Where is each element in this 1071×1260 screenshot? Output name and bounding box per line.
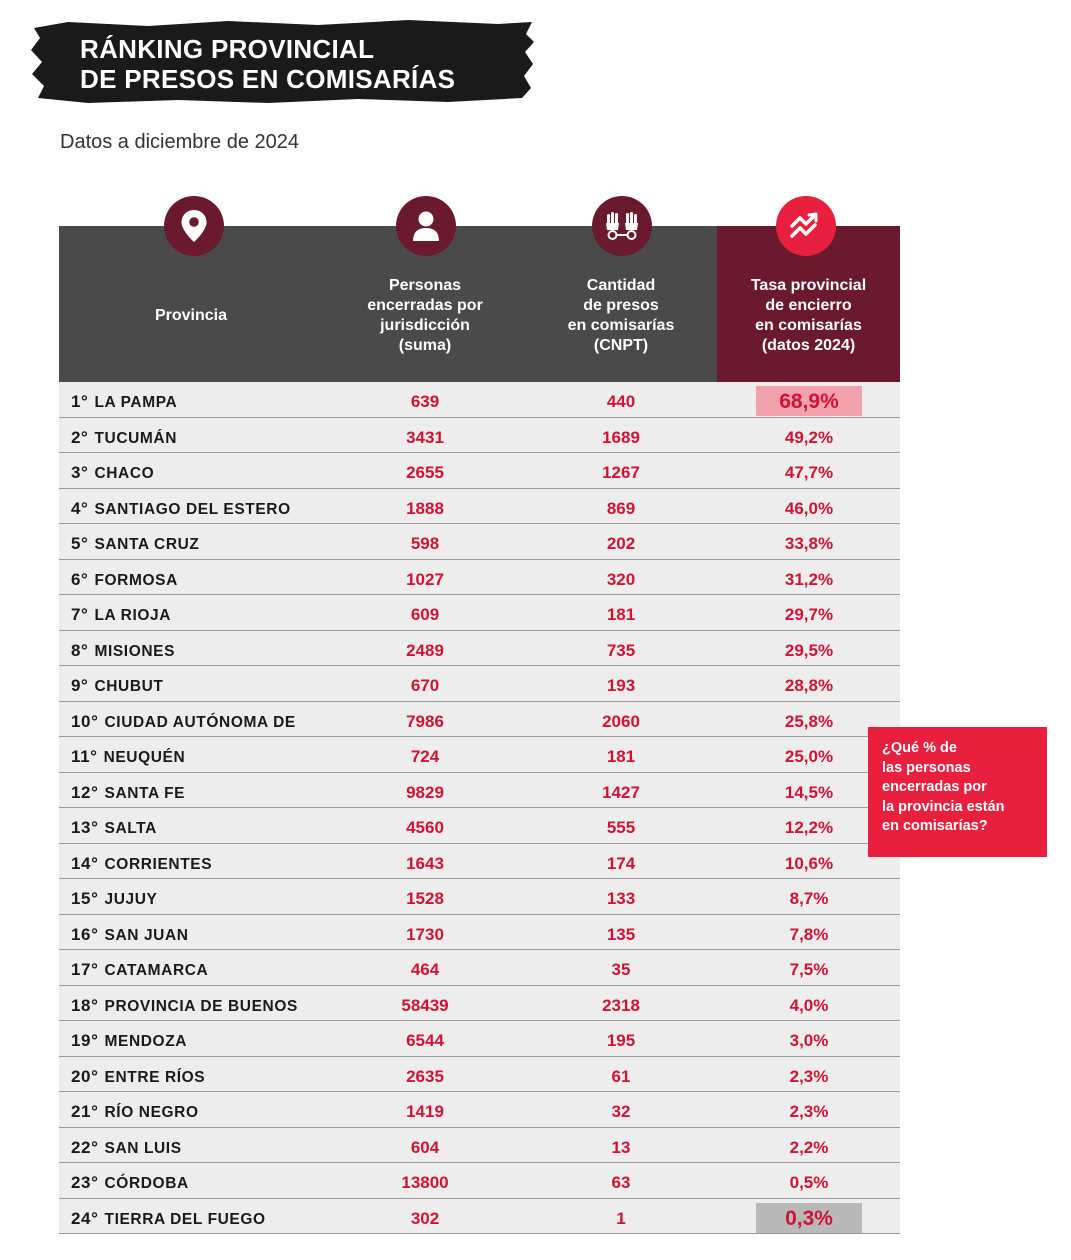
cell-personas: 13800 — [401, 1173, 449, 1192]
cell-provincia-name: RÍO NEGRO — [104, 1104, 199, 1121]
cell-tasa: 49,2% — [784, 427, 834, 447]
cell-presos: 195 — [606, 1031, 636, 1050]
table-row — [59, 489, 900, 525]
cell-presos: 32 — [611, 1102, 631, 1121]
cell-tasa: 0,5% — [789, 1173, 829, 1192]
cell-presos: 35 — [611, 960, 631, 979]
cell-tasa: 46,0% — [784, 498, 834, 518]
cell-personas: 1419 — [406, 1102, 444, 1121]
cell-personas: 464 — [410, 960, 440, 979]
cell-tasa: 25,8% — [784, 711, 834, 731]
cell-tasa: 4,0% — [789, 995, 829, 1015]
table-row — [59, 524, 900, 560]
cell-presos: 133 — [606, 889, 636, 908]
cell-rank: 6° — [71, 569, 89, 589]
cell-provincia-name: MISIONES — [94, 642, 176, 660]
callout-box: ¿Qué % de las personas encerradas por la provincia están en comisarías? — [868, 727, 1047, 857]
cell-personas: 1888 — [406, 498, 444, 518]
cell-tasa: 47,7% — [784, 463, 834, 482]
table-row — [59, 844, 900, 880]
cell-presos: 1427 — [602, 782, 640, 802]
cell-presos: 2318 — [602, 995, 640, 1015]
cell-tasa: 12,2% — [784, 818, 834, 837]
table-row — [59, 702, 900, 738]
cell-personas: 670 — [410, 676, 440, 695]
table-row — [59, 808, 900, 844]
table-row — [59, 1128, 900, 1164]
cell-provincia-name: NEUQUÉN — [103, 749, 186, 766]
cell-provincia-name: TIERRA DEL FUEGO — [104, 1210, 266, 1228]
subtitle: Datos a diciembre de 2024 — [60, 131, 300, 153]
cell-rank: 14° — [71, 853, 99, 873]
table-row — [59, 418, 900, 454]
table-row — [59, 1163, 900, 1199]
cell-rank: 1° — [71, 392, 89, 411]
cell-tasa: 68,9% — [779, 390, 839, 413]
cell-tasa: 25,0% — [784, 747, 834, 766]
cell-provincia — [71, 560, 178, 596]
cell-rank: 4° — [71, 498, 89, 518]
cell-provincia-name: SALTA — [104, 820, 157, 837]
cell-provincia-name: TUCUMÁN — [94, 429, 178, 447]
cell-provincia — [71, 489, 291, 525]
cell-rank: 11° — [71, 747, 98, 766]
cell-personas: 604 — [410, 1137, 440, 1157]
cell-provincia-name: SAN JUAN — [104, 926, 189, 944]
cell-rank: 24° — [71, 1208, 99, 1228]
cell-provincia — [71, 1128, 182, 1164]
cell-rank: 20° — [71, 1066, 99, 1086]
cell-personas: 7986 — [406, 711, 444, 731]
cell-presos: 2060 — [602, 711, 640, 731]
table-row — [59, 631, 900, 667]
cell-provincia-name: CATAMARCA — [104, 962, 209, 979]
cell-personas: 609 — [410, 605, 440, 624]
cell-rank: 17° — [71, 960, 99, 979]
cell-provincia — [71, 986, 298, 1022]
cell-personas: 639 — [410, 392, 440, 411]
cell-personas: 598 — [410, 534, 440, 553]
cell-provincia-name: CÓRDOBA — [104, 1175, 189, 1192]
cell-tasa: 2,2% — [789, 1137, 829, 1157]
title-line-1: RÁNKING PROVINCIAL — [80, 34, 375, 64]
cell-provincia-name: CORRIENTES — [104, 855, 213, 873]
table-row — [59, 737, 900, 773]
cell-rank: 16° — [71, 924, 99, 944]
cell-provincia — [71, 631, 175, 667]
cell-personas: 2635 — [406, 1066, 444, 1086]
cell-personas: 1027 — [406, 569, 444, 589]
cell-provincia-name: LA PAMPA — [94, 394, 178, 411]
cell-provincia — [71, 808, 157, 844]
cell-provincia — [71, 524, 199, 560]
table-row — [59, 1021, 900, 1057]
location-pin-icon — [164, 196, 224, 256]
cell-provincia-name: ENTRE RÍOS — [104, 1068, 206, 1086]
table-row — [59, 773, 900, 809]
cell-provincia-name: SANTA FE — [104, 784, 186, 802]
cell-provincia — [71, 702, 296, 738]
cell-presos: 440 — [606, 392, 636, 411]
cell-tasa: 2,3% — [789, 1066, 829, 1086]
cell-provincia — [71, 1199, 266, 1235]
cell-provincia-name: SANTA CRUZ — [94, 536, 200, 553]
cell-provincia — [71, 737, 185, 773]
table-row — [59, 879, 900, 915]
table-row — [59, 1199, 900, 1235]
cell-provincia-name: CHACO — [94, 465, 155, 482]
table-row — [59, 986, 900, 1022]
table-row — [59, 1057, 900, 1093]
cell-personas: 1528 — [406, 889, 444, 908]
cell-presos: 1267 — [602, 463, 640, 482]
cell-presos: 61 — [611, 1066, 631, 1086]
cell-tasa: 31,2% — [784, 569, 834, 589]
cell-tasa: 10,6% — [784, 853, 834, 873]
table-row — [59, 1092, 900, 1128]
cell-personas: 1730 — [406, 924, 444, 944]
cell-provincia — [71, 666, 164, 702]
handcuffed-hands-icon — [592, 196, 652, 256]
cell-rank: 9° — [71, 676, 89, 695]
cell-provincia-name: SANTIAGO DEL ESTERO — [94, 500, 291, 518]
cell-tasa: 8,7% — [789, 889, 829, 908]
cell-rank: 13° — [71, 818, 99, 837]
cell-provincia — [71, 418, 177, 454]
cell-rank: 19° — [71, 1031, 99, 1050]
cell-presos: 181 — [606, 747, 636, 766]
cell-personas: 2655 — [406, 463, 444, 482]
cell-presos: 181 — [606, 605, 636, 624]
cell-rank: 12° — [71, 782, 99, 802]
cell-provincia — [71, 879, 157, 915]
cell-tasa: 29,7% — [784, 605, 834, 624]
cell-rank: 3° — [71, 463, 89, 482]
cell-personas: 1643 — [406, 853, 444, 873]
cell-provincia — [71, 773, 185, 809]
table-row — [59, 453, 900, 489]
cell-personas: 2489 — [406, 640, 444, 660]
cell-tasa: 3,0% — [789, 1031, 829, 1050]
cell-rank: 8° — [71, 640, 89, 660]
cell-tasa: 28,8% — [784, 676, 834, 695]
cell-presos: 555 — [606, 818, 636, 837]
cell-provincia — [71, 950, 208, 986]
cell-tasa: 7,8% — [789, 924, 829, 944]
cell-personas: 58439 — [401, 995, 449, 1015]
cell-presos: 1 — [616, 1208, 626, 1228]
cell-provincia-name: PROVINCIA DE BUENOS — [104, 997, 298, 1015]
cell-personas: 724 — [410, 747, 440, 766]
cell-presos: 1689 — [602, 427, 640, 447]
cell-provincia-name: FORMOSA — [94, 571, 178, 589]
cell-provincia — [71, 382, 177, 418]
cell-tasa: 29,5% — [784, 640, 834, 660]
cell-tasa: 7,5% — [789, 960, 829, 979]
title-banner — [28, 20, 536, 104]
cell-rank: 22° — [71, 1137, 99, 1157]
cell-presos: 174 — [606, 853, 636, 873]
table-row — [59, 915, 900, 951]
header-provincia: Provincia — [154, 307, 228, 324]
person-icon — [396, 196, 456, 256]
cell-presos: 135 — [606, 924, 636, 944]
cell-provincia-name: MENDOZA — [104, 1033, 188, 1050]
table-row — [59, 560, 900, 596]
cell-tasa: 33,8% — [784, 534, 834, 553]
cell-presos: 202 — [606, 534, 636, 553]
cell-provincia — [71, 595, 171, 631]
cell-provincia — [71, 1163, 189, 1199]
cell-personas: 9829 — [406, 782, 444, 802]
trend-chart-icon — [776, 196, 836, 256]
header-presos: Cantidad de presos en comisarías (CNPT) — [567, 277, 675, 354]
cell-provincia — [71, 1092, 199, 1128]
title-line-2: DE PRESOS EN COMISARÍAS — [80, 64, 456, 94]
cell-rank: 21° — [71, 1102, 99, 1121]
cell-tasa: 2,3% — [789, 1102, 829, 1121]
cell-presos: 193 — [606, 676, 636, 695]
cell-provincia — [71, 453, 154, 489]
cell-presos: 735 — [606, 640, 636, 660]
cell-rank: 18° — [71, 995, 99, 1015]
cell-rank: 15° — [71, 889, 99, 908]
cell-presos: 13 — [611, 1137, 631, 1157]
cell-presos: 869 — [606, 498, 636, 518]
cell-tasa: 14,5% — [784, 782, 834, 802]
cell-rank: 23° — [71, 1173, 99, 1192]
cell-rank: 7° — [71, 605, 89, 624]
table-row — [59, 382, 900, 418]
cell-personas: 4560 — [406, 818, 444, 837]
cell-rank: 10° — [71, 711, 99, 731]
cell-presos: 63 — [611, 1173, 631, 1192]
cell-provincia-name: SAN LUIS — [104, 1139, 182, 1157]
cell-rank: 2° — [71, 427, 89, 447]
cell-rank: 5° — [71, 534, 89, 553]
cell-provincia-name: CHUBUT — [94, 678, 164, 695]
cell-provincia-name: CIUDAD AUTÓNOMA DE — [104, 713, 296, 731]
table-row — [59, 595, 900, 631]
cell-provincia-name: LA RIOJA — [94, 607, 172, 624]
table-row — [59, 666, 900, 702]
cell-provincia — [71, 844, 212, 880]
cell-presos: 320 — [606, 569, 636, 589]
cell-provincia — [71, 1057, 205, 1093]
header-tasa: Tasa provincial de encierro en comisarías (datos 2024) — [750, 277, 867, 354]
cell-provincia — [71, 1021, 187, 1057]
cell-provincia-name: JUJUY — [104, 891, 158, 908]
table-row — [59, 950, 900, 986]
cell-personas: 3431 — [406, 427, 444, 447]
header-personas: Personas encerradas por jurisdicción (suma) — [367, 277, 483, 354]
cell-personas: 6544 — [406, 1031, 444, 1050]
page-title — [80, 34, 455, 94]
cell-tasa: 0,3% — [785, 1206, 833, 1230]
cell-provincia — [71, 915, 189, 951]
cell-personas: 302 — [410, 1208, 440, 1228]
